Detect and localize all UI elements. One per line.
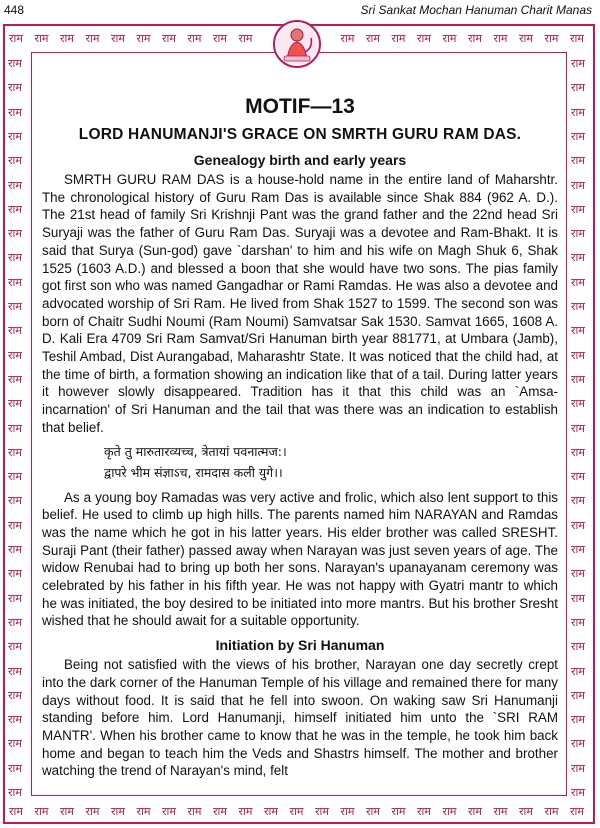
border-ram-right: राम — [571, 154, 585, 168]
border-ram-right: राम — [571, 348, 585, 362]
border-ram-left: राम — [8, 178, 22, 192]
border-ram-left: राम — [8, 591, 22, 605]
paragraph-3: Being not satisfied with the views of his brother, Narayan one day secretly crept into the dark corner of the Hanuman Temple of his village and remained there for many days without food. It is said that he fell into swoon. On waking saw Sri Hanumanji standing before him. Lord Hanumanji, himself initiated him unto the `SRI RAM MANTR'. When his brother came to know that he was in the temple, he took him back home and began to teach him the Veds and Shastrs himself. The mother and brother watching the trend of Narayan's mind, felt — [42, 657, 558, 779]
border-ram-top: राम — [34, 32, 49, 45]
border-ram-top: राम — [442, 32, 457, 45]
border-ram-top: राम — [213, 32, 227, 45]
border-ram-right: राम — [571, 640, 585, 654]
border-ram-top: राम — [9, 32, 23, 45]
paragraph-2: As a young boy Ramadas was very active and frolic, which also lent support to this belief. He used to climb up high hills. The parents named him NARAYAN and Ramdas was the name which he got in his latter years. His elder brother was called SRESHT. Suraji Pant (their father) passed away when Narayan was just seven years of age. The widow Renubai had to bring up both her sons. Narayan's upanayanam ceremony was celebrated by his father in his fifth year. He was not happy with Gyatri mantr to which he was initiated, the boy desired to be initiated into more mantrs. But his brother Sresht wished that he should await for a suitable opportunity. — [42, 489, 558, 629]
border-ram-left: राम — [8, 275, 22, 289]
border-ram-bottom: राम — [570, 805, 584, 818]
border-ram-top: राम — [136, 32, 151, 45]
paragraph-1: SMRTH GURU RAM DAS is a house-hold name in the entire land of Maharshtr. The chronological history of Guru Ram Das is available since Shak 884 (962 A. D.). The 21st head of family Sri Krishnji Pant was the grand father and the 22nd head Sri Suryaji was the father of Guru Ram Das. Suryaji was a devotee and Ram-Bhakt. It is said that Surya (Sun-god) gave `darshan' to him and his wife on Magh Shuk 6, Shak 1525 (1603 A.D.) and blessed a boon that she would have two sons. The pias family got first son who was named Gangadhar or Rami Ramdas. He was also a devotee and advocated worship of Sri Ram. He lived from Shak 1527 to 1599. The second son was born of Chaitr Sudhi Noumi (Ram Noumi) Samvatsar Sak 1530. Samvat 1665, 1608 A. D. Kali Era 4709 Sri Ram Samvat/Sri Hanuman birth year 881771, at Umbara (Jamb), Teshil Ambad, Dist Aurangabad, Maharashtr State. It was noticed that the child had, at the time of birth, a formation showing an indication like that of a tail. During latter years it however slowly disappeared. Tradition has it that this child was an `Amsa-incarnation' of Sri Hanuman and the tail that was there was an indication to establish that belief. — [42, 172, 558, 435]
border-ram-bottom: राम — [238, 805, 253, 818]
border-ram-right: राम — [571, 591, 585, 605]
border-ram-right: राम — [571, 567, 585, 581]
border-ram-bottom: राम — [315, 805, 329, 818]
chapter-title: LORD HANUMANJI'S GRACE ON SMRTH GURU RAM DAS. — [78, 126, 522, 143]
border-ram-right: राम — [571, 445, 585, 459]
border-ram-top: राम — [60, 32, 74, 45]
border-ram-top: राम — [519, 32, 533, 45]
border-ram-bottom: राम — [391, 805, 406, 818]
border-ram-right: राम — [571, 761, 585, 775]
border-ram-left: राम — [8, 81, 22, 95]
border-ram-right: राम — [571, 397, 585, 411]
border-ram-top: राम — [187, 32, 202, 45]
border-ram-left: राम — [8, 324, 22, 338]
border-ram-right: राम — [571, 275, 585, 289]
border-ram-right: राम — [571, 300, 585, 313]
border-ram-bottom: राम — [213, 805, 227, 818]
border-ram-left: राम — [8, 348, 22, 362]
border-ram-left: राम — [8, 251, 22, 265]
border-ram-bottom: राम — [187, 805, 202, 818]
border-ram-left: राम — [8, 713, 22, 727]
border-ram-right: राम — [571, 372, 585, 386]
border-ram-left: राम — [8, 372, 22, 386]
border-ram-right: राम — [571, 615, 585, 629]
border-ram-top: राम — [417, 32, 431, 45]
page-content — [42, 95, 558, 780]
border-ram-right: राम — [571, 688, 585, 702]
border-ram-left: राम — [8, 154, 22, 168]
border-ram-left: राम — [8, 567, 22, 581]
border-ram-top: राम — [468, 32, 482, 45]
border-ram-right: राम — [571, 227, 585, 241]
section-heading-initiation: Initiation by Sri Hanuman — [215, 637, 385, 654]
border-ram-bottom: राम — [111, 805, 125, 818]
border-ram-top: राम — [366, 32, 380, 45]
book-title: Sri Sankat Mochan Hanuman Charit Manas — [360, 3, 592, 17]
border-ram-top: राम — [340, 32, 355, 45]
border-ram-bottom: राम — [340, 805, 355, 818]
border-ram-left: राम — [8, 688, 22, 702]
border-ram-right: राम — [571, 57, 585, 70]
border-ram-right: राम — [571, 105, 585, 119]
motif-title: MOTIF—13 — [245, 95, 355, 118]
border-ram-left: राम — [8, 761, 22, 775]
section-heading-genealogy: Genealogy birth and early years — [193, 152, 407, 168]
border-ram-left: राम — [8, 470, 22, 484]
border-ram-left: राम — [8, 445, 22, 459]
border-ram-left: राम — [8, 57, 22, 70]
border-ram-right: राम — [571, 129, 585, 143]
border-ram-top: राम — [162, 32, 176, 45]
sanskrit-verse — [42, 441, 558, 483]
border-ram-left: राम — [8, 421, 22, 435]
border-ram-top: राम — [544, 32, 559, 45]
border-ram-top: राम — [570, 32, 584, 45]
verse-line-1: कृते तु मारुतारव्यच्च, त्रेतायां पवनात्मज:। — [104, 443, 287, 459]
hanuman-emblem-icon — [273, 20, 321, 68]
border-ram-bottom: राम — [264, 805, 278, 818]
border-ram-left: राम — [8, 105, 22, 119]
border-ram-top: राम — [493, 32, 508, 45]
border-ram-left: राम — [8, 664, 22, 678]
page-header — [0, 0, 600, 22]
border-ram-left: राम — [8, 518, 22, 532]
border-ram-right: राम — [571, 421, 585, 435]
page-number: 448 — [4, 3, 25, 17]
border-ram-right: राम — [571, 202, 585, 216]
border-ram-bottom: राम — [136, 805, 151, 818]
border-ram-left: राम — [8, 202, 22, 216]
border-ram-left: राम — [8, 543, 22, 556]
border-ram-right: राम — [571, 494, 585, 508]
border-ram-bottom: राम — [417, 805, 431, 818]
border-ram-right: राम — [571, 518, 585, 532]
border-ram-right: राम — [571, 251, 585, 265]
border-ram-right: राम — [571, 543, 585, 556]
border-ram-left: राम — [8, 494, 22, 508]
border-ram-left: राम — [8, 640, 22, 654]
border-ram-bottom: राम — [9, 805, 23, 818]
border-ram-bottom: राम — [493, 805, 508, 818]
border-ram-right: राम — [571, 737, 585, 751]
border-ram-bottom: राम — [442, 805, 457, 818]
border-ram-top: राम — [391, 32, 406, 45]
border-ram-right: राम — [571, 713, 585, 727]
border-ram-right: राम — [571, 81, 585, 95]
border-ram-left: राम — [8, 786, 22, 799]
border-ram-right: राम — [571, 664, 585, 678]
border-ram-top: राम — [85, 32, 100, 45]
verse-line-2: द्वापरे भीम संज्ञाऽच, रामदास कली युगे।। — [104, 464, 283, 480]
border-ram-left: राम — [8, 227, 22, 241]
border-ram-bottom: राम — [519, 805, 533, 818]
border-ram-bottom: राम — [34, 805, 49, 818]
border-ram-right: राम — [571, 324, 585, 338]
border-ram-bottom: राम — [60, 805, 74, 818]
border-ram-top: राम — [238, 32, 253, 45]
border-ram-left: राम — [8, 300, 22, 313]
border-ram-bottom: राम — [162, 805, 176, 818]
border-ram-bottom: राम — [85, 805, 100, 818]
border-ram-left: राम — [8, 397, 22, 411]
border-ram-right: राम — [571, 786, 585, 799]
border-ram-left: राम — [8, 737, 22, 751]
border-ram-right: राम — [571, 178, 585, 192]
border-ram-right: राम — [571, 470, 585, 484]
border-ram-bottom: राम — [366, 805, 380, 818]
border-ram-bottom: राम — [544, 805, 559, 818]
border-ram-top: राम — [111, 32, 125, 45]
border-ram-bottom: राम — [468, 805, 482, 818]
border-ram-bottom: राम — [289, 805, 304, 818]
border-ram-left: राम — [8, 129, 22, 143]
border-ram-left: राम — [8, 615, 22, 629]
